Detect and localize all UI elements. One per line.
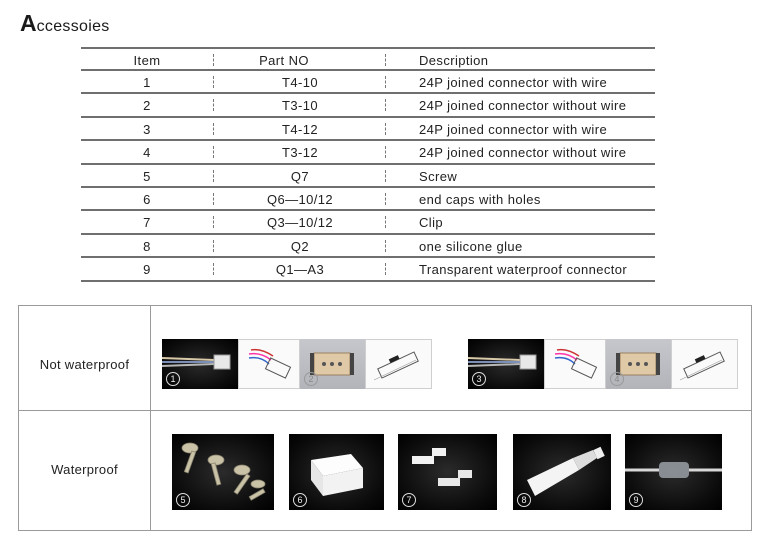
item-cell: 9 (143, 262, 151, 278)
description-cell: 24P joined connector with wire (419, 121, 608, 137)
connector-with-wire-drawing-1 (238, 339, 300, 389)
badge-2: 2 (304, 372, 318, 386)
column-separator (385, 76, 387, 88)
connector-dimension-sketch (366, 340, 432, 389)
column-separator (213, 193, 215, 205)
badge-8: 8 (517, 493, 531, 507)
connector-without-wire-drawing-2 (365, 339, 432, 389)
badge-7: 7 (402, 493, 416, 507)
table-row (81, 141, 655, 164)
connector-wire-sketch (239, 340, 300, 389)
badge-4: 4 (610, 372, 624, 386)
badge-1: 1 (166, 372, 180, 386)
badge-6: 6 (293, 493, 307, 507)
part-no-cell: Q6—10/12 (266, 191, 334, 207)
column-header: Item (133, 53, 161, 68)
description-cell: Screw (419, 168, 458, 184)
column-separator (213, 216, 215, 228)
column-divider (150, 306, 151, 530)
connector-wire-sketch (545, 340, 606, 389)
badge-3: 3 (472, 372, 486, 386)
column-separator (385, 263, 387, 275)
part-no-cell: T3-10 (282, 98, 318, 114)
connector-with-wire-photo-1 (162, 339, 238, 389)
connector-with-wire-drawing-3 (544, 339, 606, 389)
row-divider (19, 410, 751, 411)
item-cell: 3 (143, 121, 151, 137)
part-no-cell: Q2 (290, 238, 310, 254)
table-row (81, 165, 655, 188)
column-separator (385, 146, 387, 158)
column-separator (385, 216, 387, 228)
part-no-cell: T4-10 (282, 75, 318, 90)
column-separator (385, 54, 387, 66)
description-cell: 24P joined connector without wire (419, 145, 627, 161)
badge-9: 9 (629, 493, 643, 507)
connector-without-wire-photo-4 (606, 339, 671, 389)
part-no-cell: Q7 (290, 168, 310, 184)
parts-table (81, 47, 655, 282)
waterproof-connector-photo (625, 434, 722, 510)
table-row (81, 94, 655, 117)
table-header-row (81, 47, 655, 71)
table-row (81, 211, 655, 234)
description-cell: 24P joined connector with wire (419, 75, 608, 90)
column-separator (385, 240, 387, 252)
part-no-cell: T3-12 (282, 145, 318, 161)
column-separator (213, 240, 215, 252)
item-cell: 7 (143, 215, 151, 231)
connector-dimension-sketch (672, 340, 738, 389)
table-row (81, 71, 655, 94)
connector-with-wire-photo-3 (468, 339, 544, 389)
table-row (81, 118, 655, 141)
column-separator (385, 170, 387, 182)
accessory-image-table (18, 305, 752, 531)
table-row (81, 188, 655, 211)
screw-photo (172, 434, 274, 510)
column-separator (213, 146, 215, 158)
column-separator (385, 193, 387, 205)
connector-without-wire-drawing-4 (671, 339, 738, 389)
clip-photo (398, 434, 497, 510)
description-cell: 24P joined connector without wire (419, 98, 627, 114)
end-cap-photo (289, 434, 384, 510)
column-separator (213, 263, 215, 275)
part-no-cell: T4-12 (282, 121, 318, 137)
item-cell: 5 (143, 168, 151, 184)
not-waterproof-label: Not waterproof (39, 357, 130, 372)
item-cell: 4 (143, 145, 151, 161)
badge-5: 5 (176, 493, 190, 507)
column-header: Part NO (259, 53, 309, 68)
item-cell: 6 (143, 191, 151, 207)
column-header: Description (419, 53, 489, 68)
item-cell: 2 (143, 98, 151, 114)
description-cell: Clip (419, 215, 443, 231)
description-cell: Transparent waterproof connector (419, 262, 628, 278)
item-cell: 1 (143, 75, 151, 90)
waterproof-label: Waterproof (51, 462, 118, 477)
column-separator (385, 99, 387, 111)
part-no-cell: Q3—10/12 (266, 215, 334, 231)
column-separator (213, 99, 215, 111)
part-no-cell: Q1—A3 (275, 262, 325, 278)
item-cell: 8 (143, 238, 151, 254)
connector-without-wire-photo-2 (300, 339, 365, 389)
title-initial: A (20, 10, 37, 36)
column-separator (213, 123, 215, 135)
column-separator (213, 76, 215, 88)
description-cell: end caps with holes (419, 191, 541, 207)
column-separator (385, 123, 387, 135)
page-title (20, 2, 110, 39)
title-rest: ccessoies (36, 18, 110, 35)
column-separator (213, 54, 215, 66)
description-cell: one silicone glue (419, 238, 523, 254)
column-separator (213, 170, 215, 182)
table-row (81, 235, 655, 258)
silicone-glue-photo (513, 434, 611, 510)
table-row (81, 258, 655, 281)
